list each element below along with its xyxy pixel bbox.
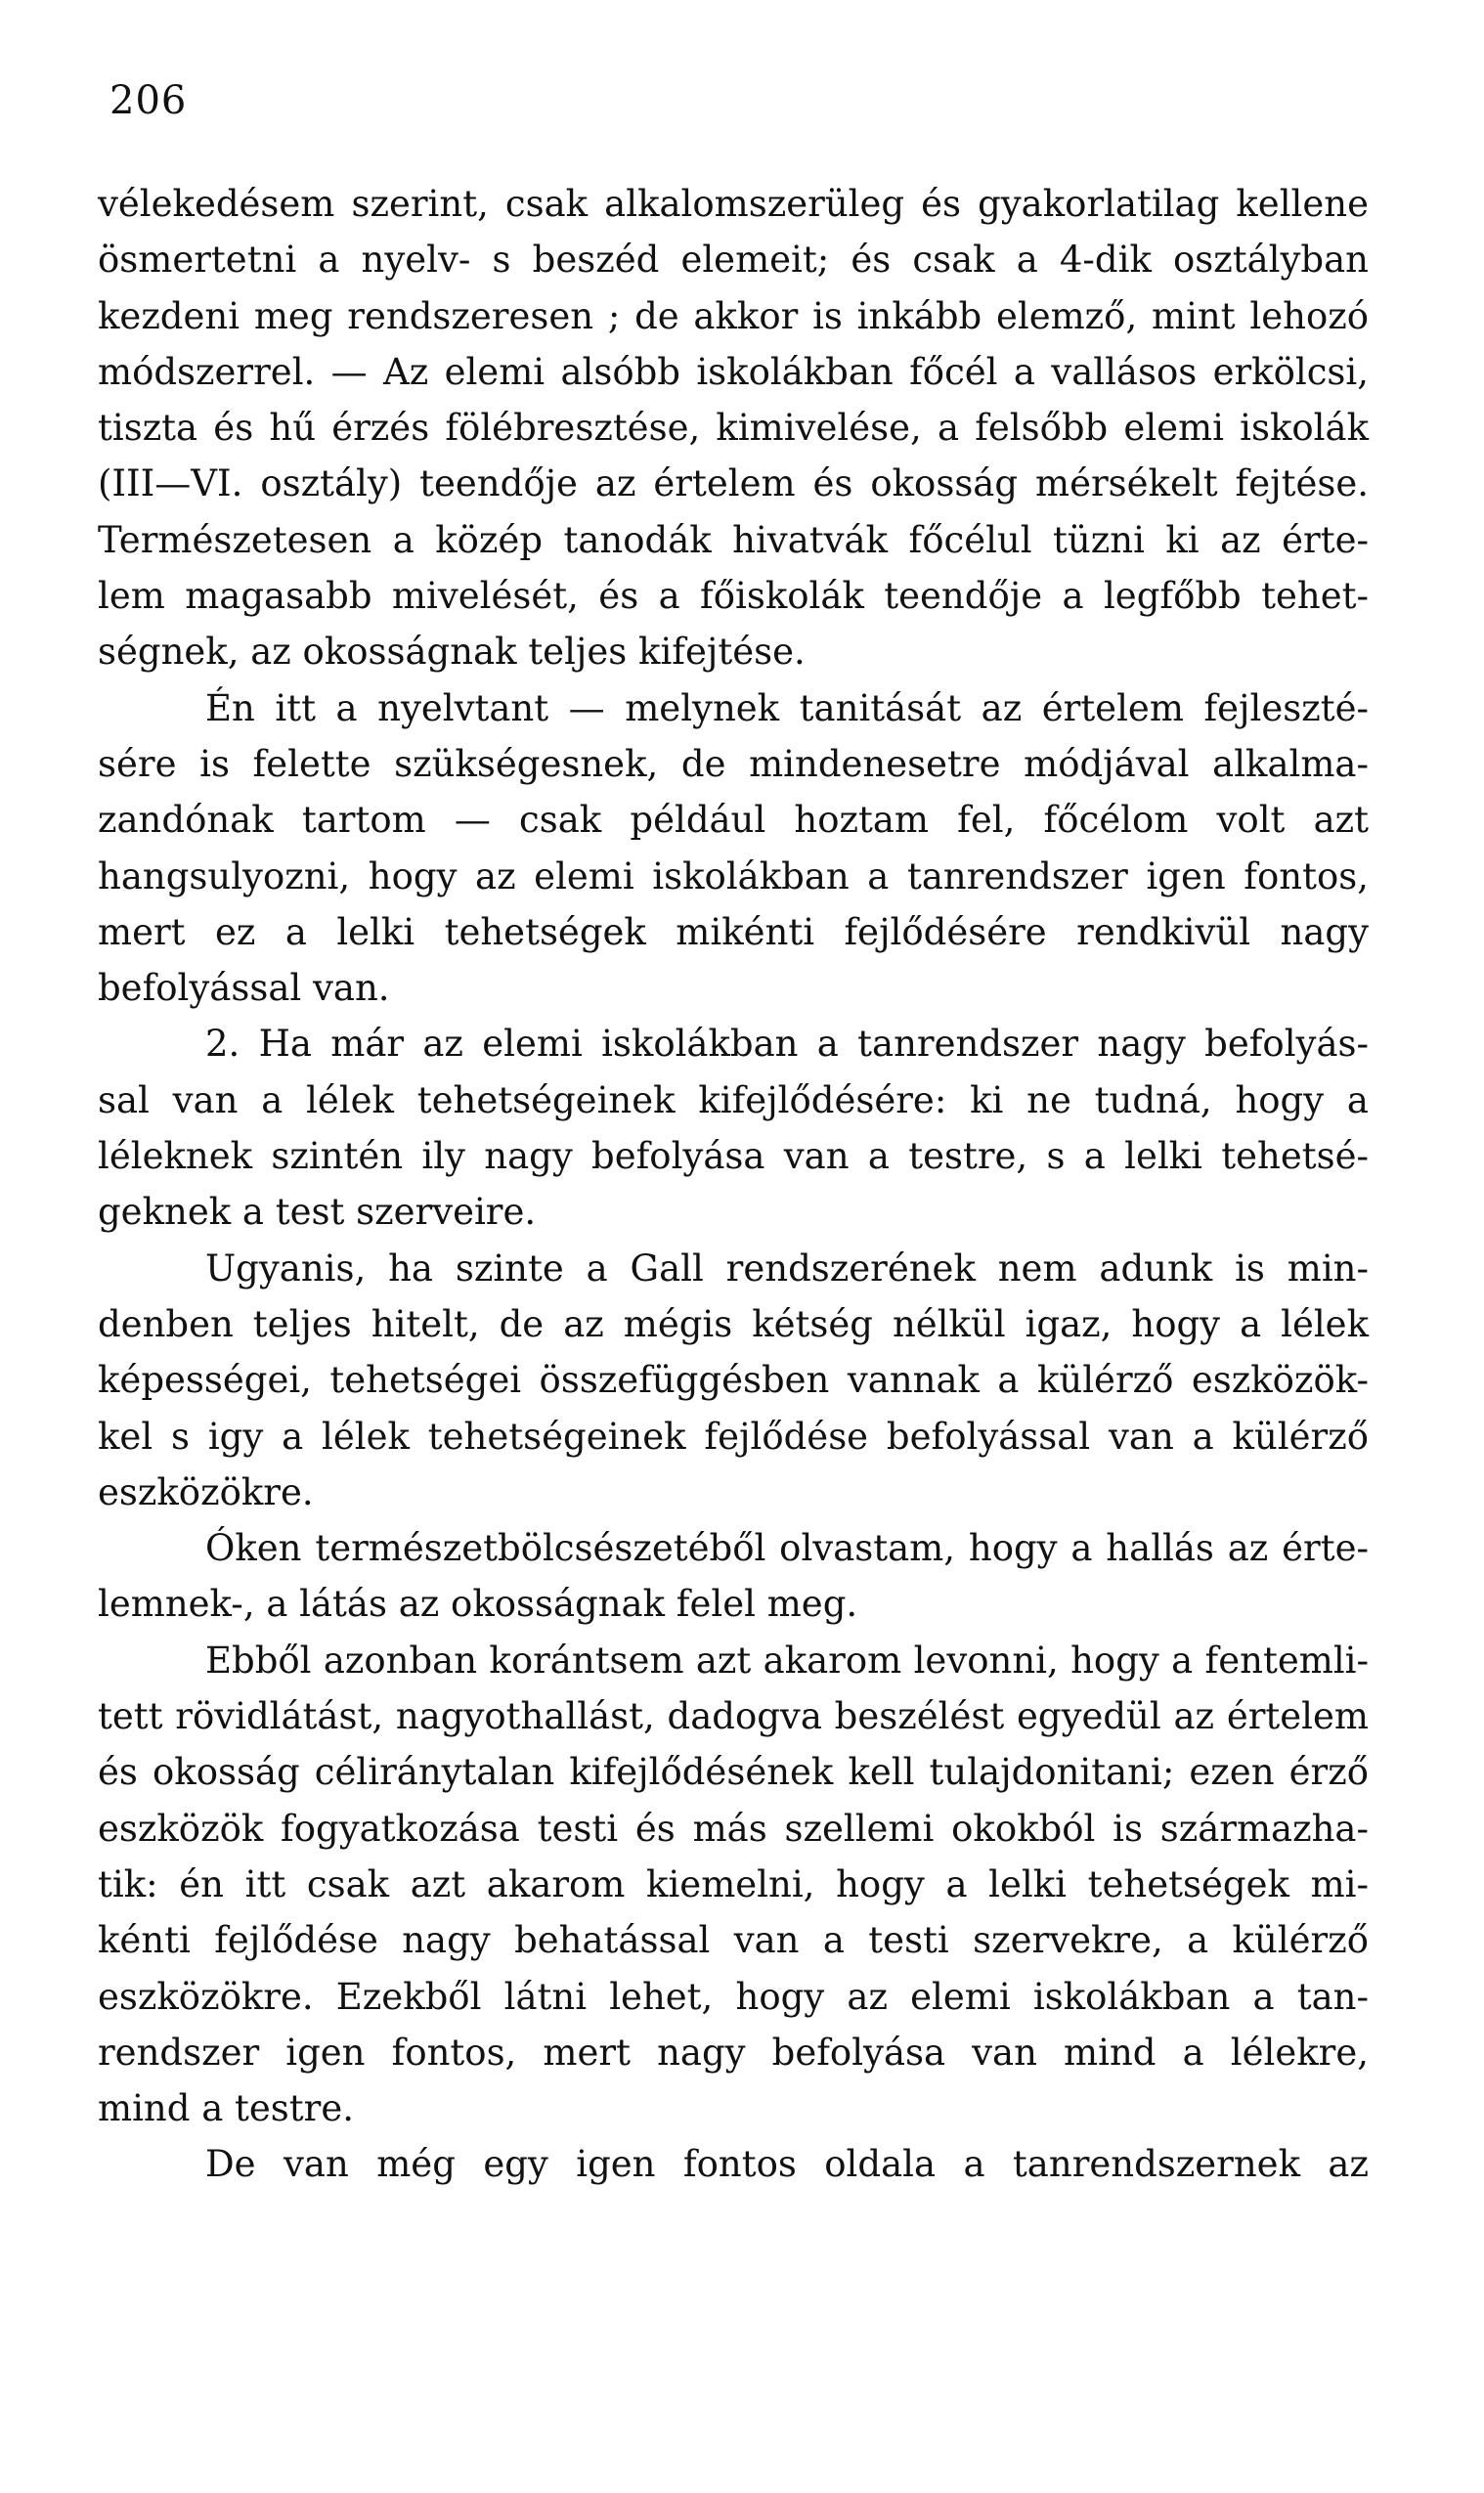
text-line: vélekedésem szerint, csak alkalomszerüleg és gyakorlatilag kellene [98, 183, 1369, 225]
text-line: ösmertetni a nyelv- s beszéd elemeit; és csak a 4-dik osztályban [98, 239, 1369, 282]
text-line: denben teljes hitelt, de az mégis kétség nélkül igaz, hogy a lélek [98, 1302, 1369, 1345]
text-line: kel s igy a lélek tehetségeinek fejlődése befolyással van a külérző [98, 1415, 1369, 1458]
page-number: 206 [109, 78, 188, 123]
body-text [98, 176, 1369, 2193]
text-line: tik: én itt csak azt akarom kiemelni, hogy a lelki tehetségek mi- [98, 1862, 1369, 1905]
text-line: Én itt a nyelvtant — melynek tanitását az értelem fejleszté- [205, 686, 1369, 729]
text-line: De van még egy igen fontos oldala a tanrendszernek az [205, 2143, 1369, 2186]
text-line: Ebből azonban korántsem azt akarom levonni, hogy a fentemli- [205, 1639, 1369, 1682]
text-line: sal van a lélek tehetségeinek kifejlődésére: ki ne tudná, hogy a [98, 1078, 1369, 1121]
text-line: lem magasabb mivelését, és a főiskolák teendője a legfőbb tehet- [98, 575, 1369, 618]
text-line: sére is felette szükségesnek, de mindenesetre módjával alkalma- [98, 742, 1369, 785]
text-line: (III—VI. osztály) teendője az értelem és okosság mérsékelt fejtése. [98, 462, 1369, 505]
text-line: Ugyanis, ha szinte a Gall rendszerének nem adunk is min- [205, 1246, 1369, 1290]
text-line: geknek a test szerveire. [98, 1191, 537, 1234]
text-line: eszközök fogyatkozása testi és más szellemi okokból is származha- [98, 1807, 1369, 1850]
text-line: képességei, tehetségei összefüggésben vannak a külérző eszközök- [98, 1359, 1369, 1402]
text-line: kezdeni meg rendszeresen ; de akkor is inkább elemző, mint lehozó [98, 294, 1369, 337]
text-line: befolyással van. [98, 967, 390, 1010]
text-line: ségnek, az okosságnak teljes kifejtése. [98, 631, 806, 674]
text-line: Óken természetbölcsészetéből olvastam, hogy a hallás az érte- [205, 1527, 1369, 1570]
text-line: rendszer igen fontos, mert nagy befolyása van mind a lélekre, [98, 2031, 1369, 2074]
text-line: tett rövidlátást, nagyothallást, dadogva beszélést egyedül az értelem [98, 1695, 1369, 1738]
text-line: léleknek szintén ily nagy befolyása van a testre, s a lelki tehetsé- [98, 1135, 1369, 1178]
text-line: hangsulyozni, hogy az elemi iskolákban a tanrendszer igen fontos, [98, 854, 1369, 897]
text-line: és okosság céliránytalan kifejlődésének kell tulajdonitani; ezen érző [98, 1751, 1369, 1794]
text-line: 2. Ha már az elemi iskolákban a tanrendszer nagy befolyás- [205, 1023, 1369, 1066]
text-line: mert ez a lelki tehetségek mikénti fejlődésére rendkivül nagy [98, 910, 1369, 953]
text-line: tiszta és hű érzés fölébresztése, kimivelése, a felsőbb elemi iskolák [98, 407, 1369, 450]
text-line: zandónak tartom — csak például hoztam fel, főcélom volt azt [98, 799, 1369, 842]
text-line: mind a testre. [98, 2087, 354, 2130]
text-line: kénti fejlődése nagy behatással van a testi szervekre, a külérző [98, 1919, 1369, 1962]
text-line: Természetesen a közép tanodák hivatvák főcélul tüzni ki az érte- [98, 518, 1369, 561]
text-line: módszerrel. — Az elemi alsóbb iskolákban főcél a vallásos erkölcsi, [98, 350, 1369, 393]
text-line: eszközökre. [98, 1470, 314, 1513]
text-line: eszközökre. Ezekből látni lehet, hogy az elemi iskolákban a tan- [98, 1975, 1369, 2018]
text-line: lemnek-, a látás az okosságnak felel meg. [98, 1583, 858, 1626]
